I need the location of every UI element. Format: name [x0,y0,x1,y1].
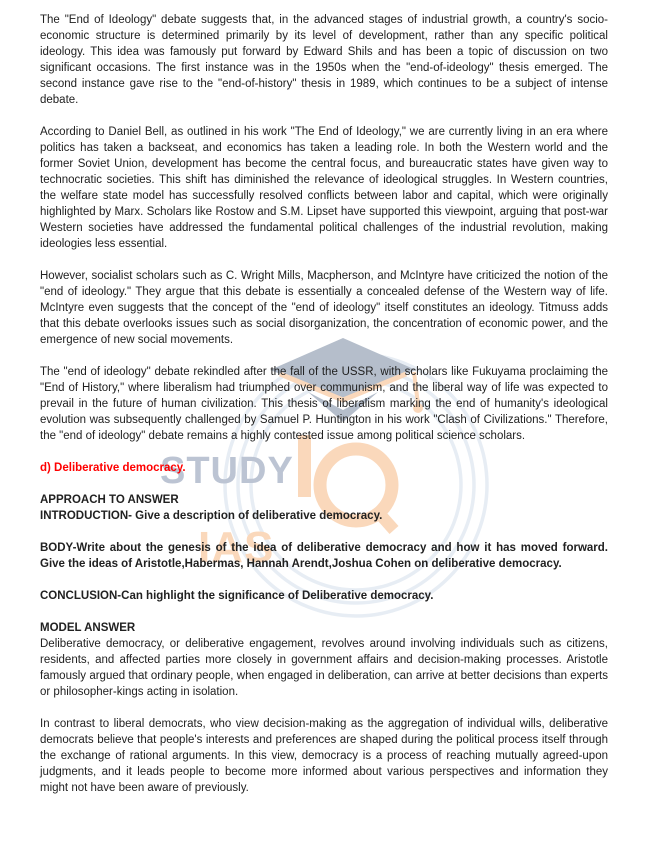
body-guidance: BODY-Write about the genesis of the idea of deliberative democracy and how it has moved forward. Give the ideas of Aristotle,Habermas, Hannah Arendt,Joshua Cohen on deliberative democracy. [40,542,608,570]
conclusion-guidance: CONCLUSION-Can highlight the significance of Deliberative democracy. [40,590,434,602]
model-answer-title: MODEL ANSWER [40,622,136,634]
paragraph-end-of-ideology-intro: The "End of Ideology" debate suggests that, in the advanced stages of industrial growth, a country's socio-economic structure is determined primarily by its level of development, rather than any specific political ideology. This idea was famously put forward by Edward Shils and has been a topic of discussion on two significant occasions. The first instance was in the 1950s when the "end-of-ideology" thesis emerged. The second instance gave rise to the "end-of-history" thesis in 1989, which continues to be a subject of intense debate. [40,14,608,106]
watermark-study-text: STUDY [160,450,294,492]
paragraph-ussr-fukuyama: The "end of ideology" debate rekindled after the fall of the USSR, with scholars like Fukuyama proclaiming the "End of History," where liberalism had triumphed over communism, and the liberal way of life was expected to prevail in the future of human civilization. This thesis of liberalism marking the end of humanity's ideological evolution was subsequently challenged by Samuel P. Huntington in his work "Clash of Civilizations." Therefore, the "end of ideology" debate remains a highly contested issue among political science scholars. [40,366,608,442]
model-answer-paragraph-2: In contrast to liberal democrats, who view decision-making as the aggregation of individual wills, deliberative democrats believe that people's interests and preferences are shaped during the political process itself through the exchange of rational arguments. In this view, democracy is a process of reaching mutually agreed-upon judgments, and it leads people to become more informed about various perspectives and information they might not have been aware of previously. [40,718,608,794]
model-answer-paragraph-1: Deliberative democracy, or deliberative engagement, revolves around involving individuals such as citizens, residents, and affected parties more closely in government affairs and decision-making processes. Aristotle famously argued that ordinary people, when engaged in deliberation, can arrive at better decisions than experts or philosopher-kings acting in isolation. [40,638,608,698]
section-heading-deliberative-democracy: d) Deliberative democracy. [40,462,186,474]
watermark-ias-text: IAS [198,523,275,572]
paragraph-daniel-bell: According to Daniel Bell, as outlined in his work "The End of Ideology," we are currently living in an era where politics has taken a backseat, and economics has taken a leading role. In both the Western world and the former Soviet Union, development has become the central focus, and bureaucratic states have given way to technocratic societies. This shift has diminished the relevance of ideological struggles. In Western countries, the welfare state model has successfully resolved conflicts between labor and capital, which were originally highlighted by Marx. Scholars like Rostow and S.M. Lipset have supported this viewpoint, arguing that post-war Western societies have addressed the fundamental political challenges of the industrial revolution, making ideologies less essential. [40,126,608,250]
document-content [40,12,608,812]
introduction-guidance: INTRODUCTION- Give a description of deliberative democracy. [40,510,383,522]
paragraph-socialist-critics: However, socialist scholars such as C. Wright Mills, Macpherson, and McIntyre have criticized the notion of the "end of ideology." They argue that this debate is essentially a concealed defense of the Western way of life. McIntyre even suggests that the concept of the "end of ideology" itself constitutes an ideology. Titmuss adds that this debate overlooks issues such as social disorganization, the concentration of economic power, and the emergence of new social movements. [40,270,608,346]
approach-to-answer-title: APPROACH TO ANSWER [40,494,179,506]
